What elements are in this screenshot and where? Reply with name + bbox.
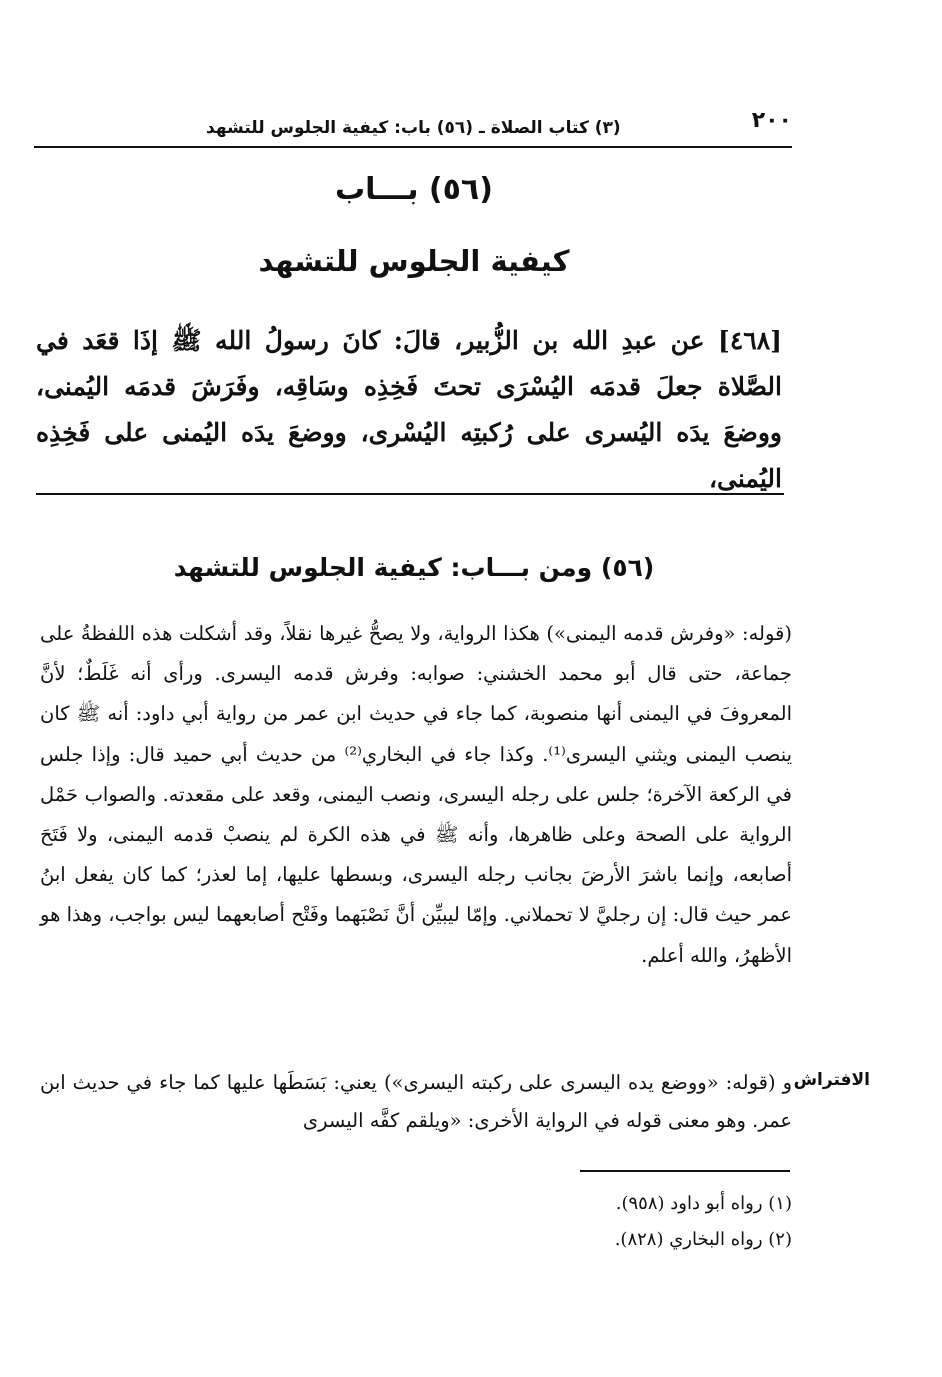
footnote-item: (١) رواه أبو داود (٩٥٨). bbox=[615, 1193, 792, 1214]
commentary-paragraph-2: و (قوله: «ووضع يده اليسرى على ركبته اليسرى») يعني: بَسَطَها عليها كما جاء في حديث ابن عمر. وهو معنى قوله في الرواية الأخرى: «ويلقم كفَّه اليسرى bbox=[40, 1071, 792, 1132]
footnote-divider bbox=[580, 1170, 790, 1172]
commentary-paragraph: (قوله: «وفرش قدمه اليمنى») هكذا الرواية، ولا يصحُّ غيرها نقلاً، وقد أشكلت هذه اللفظةُ على جماعة، حتى قال أبو محمد الخشني: صوابه: وفرش قدمه اليسرى. ورأى أنه غَلَطٌ؛ لأنَّ المعروفَ في اليمنى أنها منصوبة، كما جاء في حديث ابن عمر من رواية أبي داود: أنه ﷺ كان ينصب اليمنى ويثني اليسرى⁽¹⁾. وكذا جاء في البخاري⁽²⁾ من حديث أبي حميد قال: وإذا جلس في الركعة الآخرة؛ جلس على رجله اليسرى، ونصب اليمنى، وقعد على مقعدته. والصواب حَمْل الرواية على الصحة وعلى ظاهرها، وأنه ﷺ في هذه الكرة لم ينصبْ قدمه اليمنى، ولا فَتَحَ أصابعه، وإنما باشرَ الأرضَ بجانب رجله اليسرى، وبسطها عليها، إما لعذر؛ كما كان يفعل ابنُ عمر حيث قال: إن رجليَّ لا تحملاني. وإمّا ليبيِّن أنَّ نَصْبَهما وفَتْح أصابعهما ليس بواجب، وهذا هو الأظهرُ، والله أعلم. bbox=[40, 622, 793, 967]
section-divider bbox=[36, 493, 784, 495]
footnotes bbox=[300, 1186, 792, 1258]
running-header bbox=[36, 108, 792, 144]
page-number: ٢٠٠ bbox=[751, 108, 792, 133]
running-title: (٣) كتاب الصلاة ـ (٥٦) باب: كيفية الجلوس للتشهد bbox=[206, 118, 621, 138]
chapter-number: (٥٦) بـــاب bbox=[335, 172, 493, 207]
chapter-title: كيفية الجلوس للتشهد bbox=[258, 244, 570, 278]
margin-label: الافتراش bbox=[793, 1070, 870, 1090]
commentary-title: (٥٦) ومن بـــاب: كيفية الجلوس للتشهد bbox=[173, 553, 655, 582]
hadith-text: [٤٦٨] عن عبدِ الله بن الزُّبير، قالَ: كانَ رسولُ الله ﷺ إذَا قعَد في الصَّلاة جعلَ قدمَه اليُسْرَى تحتَ فَخِذِه وسَاقِه، وفَرَشَ قدمَه اليُمنى، ووضعَ يدَه اليُسرى على رُكبتِه اليُسْرى، ووضعَ يدَه اليُمنى على فَخِذِه اليُمنى، bbox=[36, 326, 782, 493]
header-divider bbox=[34, 146, 792, 148]
footnote-item: (٢) رواه البخاري (٨٢٨). bbox=[614, 1229, 792, 1250]
